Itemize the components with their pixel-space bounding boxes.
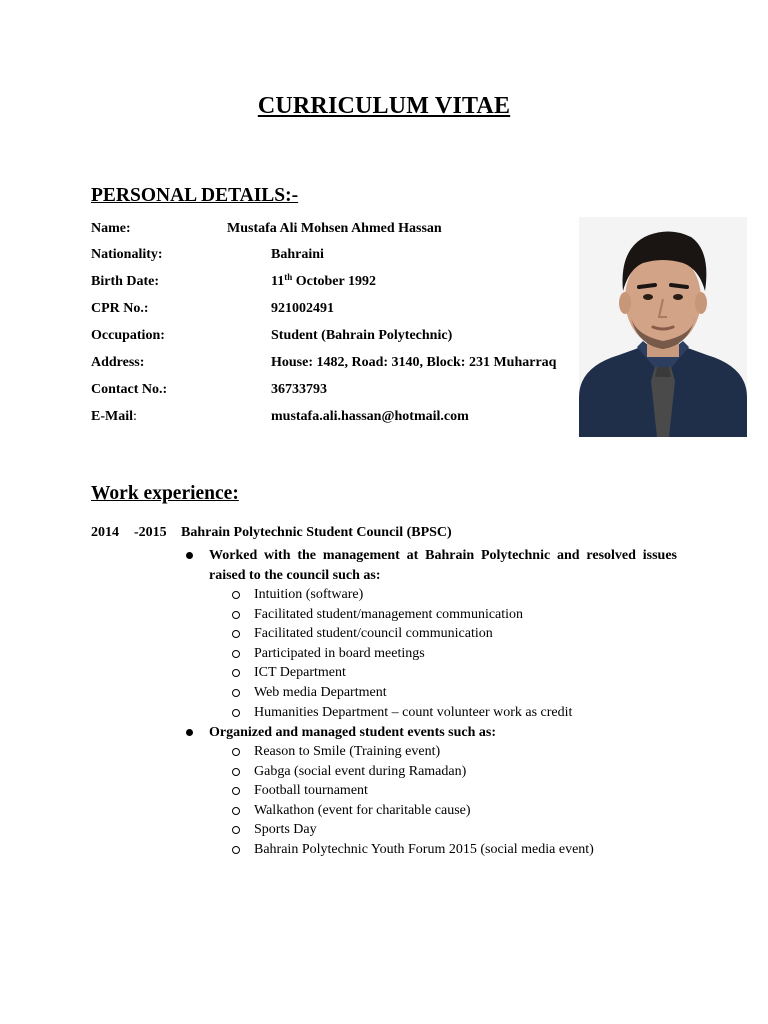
work-sub-list xyxy=(254,742,594,860)
document-title: CURRICULUM VITAE xyxy=(257,93,511,119)
email-label-text: E-Mail xyxy=(91,409,133,424)
list-item-text: Facilitated student/council communication xyxy=(254,626,493,642)
work-entry-start: 2014 xyxy=(91,525,119,540)
list-item xyxy=(254,683,572,703)
birth-month-year: October 1992 xyxy=(292,274,376,289)
profile-photo xyxy=(579,217,747,437)
list-item-text: Intuition (software) xyxy=(254,587,364,602)
list-item-text: Bahrain Polytechnic Youth Forum 2015 (social media event) xyxy=(254,841,594,857)
work-sub-list xyxy=(254,585,572,722)
list-item-text: Sports Day xyxy=(254,822,317,838)
list-item xyxy=(254,605,572,625)
email-label xyxy=(91,409,137,425)
occupation-row xyxy=(91,328,571,348)
nationality-label: Nationality: xyxy=(91,247,163,262)
list-item xyxy=(254,742,594,762)
birth-day-suffix: th xyxy=(284,272,293,282)
list-item xyxy=(254,781,594,801)
list-item-text: Football tournament xyxy=(254,783,368,799)
list-item-text: Participated in board meetings xyxy=(254,645,425,661)
birth-date-label: Birth Date: xyxy=(91,274,160,289)
work-bullet-text: Worked with the management at Bahrain Polytechnic and resolved issues raised to the council such as: xyxy=(209,548,677,583)
bullet-dot-icon xyxy=(186,552,193,559)
list-item-text: Gabga (social event during Ramadan) xyxy=(254,763,467,779)
email-label-colon: : xyxy=(133,409,137,424)
contact-value: 36733793 xyxy=(271,382,327,397)
list-item xyxy=(254,703,572,723)
nationality-row xyxy=(91,247,571,267)
address-row xyxy=(91,355,571,375)
nationality-value: Bahraini xyxy=(271,247,324,262)
work-bullet xyxy=(209,546,677,586)
list-item xyxy=(254,820,594,840)
list-item-text: Reason to Smile (Training event) xyxy=(254,744,441,759)
name-value: Mustafa Ali Mohsen Ahmed Hassan xyxy=(227,221,442,236)
hollow-circle-icon xyxy=(232,709,240,717)
profile-photo-illustration xyxy=(579,217,747,437)
list-item-text: Web media Department xyxy=(254,684,387,700)
name-label: Name: xyxy=(91,221,131,236)
occupation-value: Student (Bahrain Polytechnic) xyxy=(271,328,453,343)
hollow-circle-icon xyxy=(232,650,240,658)
contact-label: Contact No.: xyxy=(91,382,168,397)
hollow-circle-icon xyxy=(232,748,240,756)
contact-row xyxy=(91,382,571,402)
list-item-text: Walkathon (event for charitable cause) xyxy=(254,802,471,818)
list-item xyxy=(254,644,572,664)
work-bullet-text: Organized and managed student events such as: xyxy=(209,725,497,740)
list-item xyxy=(254,801,594,821)
hollow-circle-icon xyxy=(232,768,240,776)
list-item-text: Facilitated student/management communication xyxy=(254,606,524,622)
list-item xyxy=(254,840,594,860)
list-item-text: ICT Department xyxy=(254,665,346,681)
cpr-value: 921002491 xyxy=(271,301,334,316)
cpr-label: CPR No.: xyxy=(91,301,149,316)
hollow-circle-icon xyxy=(232,807,240,815)
hollow-circle-icon xyxy=(232,846,240,854)
list-item xyxy=(254,624,572,644)
list-item xyxy=(254,585,572,605)
email-row xyxy=(91,409,571,429)
hollow-circle-icon xyxy=(232,630,240,638)
bullet-dot-icon xyxy=(186,729,193,736)
list-item-text: Humanities Department – count volunteer work as credit xyxy=(254,704,573,720)
hollow-circle-icon xyxy=(232,689,240,697)
email-value: mustafa.ali.hassan@hotmail.com xyxy=(271,409,469,424)
hollow-circle-icon xyxy=(232,826,240,834)
hollow-circle-icon xyxy=(232,591,240,599)
address-value: House: 1482, Road: 3140, Block: 231 Muharraq xyxy=(271,355,557,370)
name-row xyxy=(91,221,571,241)
birth-date-value xyxy=(271,274,376,290)
hollow-circle-icon xyxy=(232,787,240,795)
personal-details-heading: PERSONAL DETAILS:- xyxy=(91,185,299,206)
work-bullet xyxy=(209,723,677,743)
work-entry-organization: Bahrain Polytechnic Student Council (BPSC) xyxy=(181,525,452,540)
cpr-row xyxy=(91,301,571,321)
birth-date-row xyxy=(91,274,571,294)
hollow-circle-icon xyxy=(232,669,240,677)
hollow-circle-icon xyxy=(232,611,240,619)
work-experience-heading: Work experience: xyxy=(91,483,239,504)
occupation-label: Occupation: xyxy=(91,328,165,343)
list-item xyxy=(254,663,572,683)
birth-day: 11 xyxy=(271,274,285,289)
list-item xyxy=(254,762,594,782)
address-label: Address: xyxy=(91,355,145,370)
work-entry-end: -2015 xyxy=(134,525,167,540)
